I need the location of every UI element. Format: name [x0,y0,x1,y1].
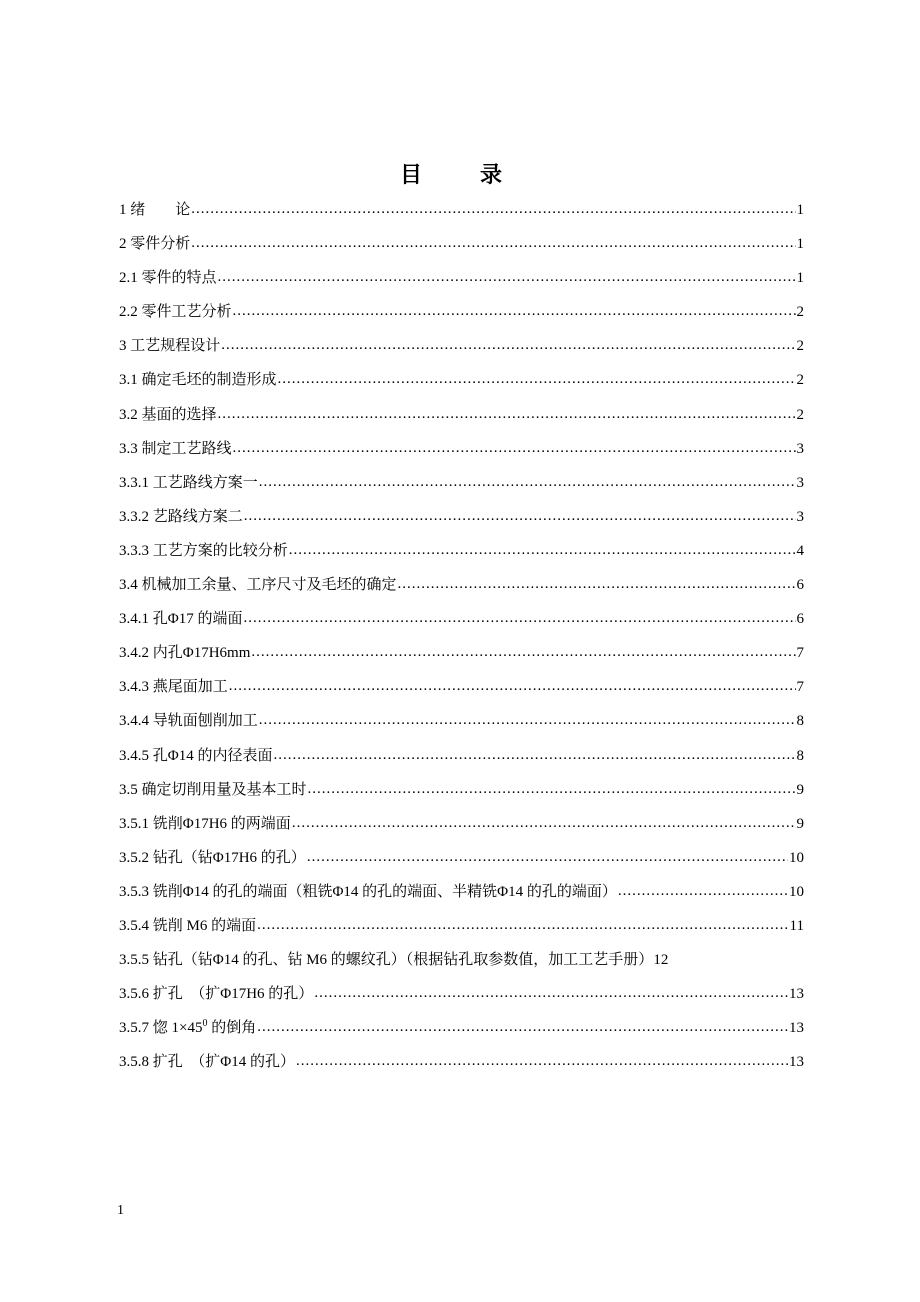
toc-dot-leader [257,911,788,939]
toc-entry-page: 13 [789,986,804,1003]
toc-entry-page: 10 [789,849,804,866]
toc-entry-label: 3.4.2 内孔Φ17H6mm [119,645,251,662]
toc-entry[interactable] [119,776,804,810]
toc-entry-label: 3.1 确定毛坯的制造形成 [119,372,277,389]
toc-entry-page: 9 [796,815,804,832]
toc-entry-label: 3.3.2 艺路线方案二 [119,508,243,525]
toc-entry[interactable] [119,571,804,605]
toc-entry-label-main: 3.5.7 惚 1×45 [119,1020,203,1037]
toc-entry[interactable] [119,1014,804,1048]
toc-entry-label [119,1014,256,1042]
toc-entry[interactable] [119,332,804,366]
toc-entry[interactable] [119,878,804,912]
toc-entry-page: 2 [796,406,804,423]
toc-entry[interactable] [119,844,804,878]
toc-entry-page: 10 [789,883,804,900]
toc-entry-page: 1 [796,202,804,218]
toc-entry[interactable] [119,639,804,673]
toc-dot-leader [296,1047,788,1075]
toc-entry-label: 3.5.6 扩孔 （扩Φ17H6 的孔） [119,986,314,1003]
toc-dot-leader [218,400,796,428]
toc-entry-label: 3.4.3 燕尾面加工 [119,679,228,696]
toc-dot-leader [244,502,796,530]
toc-dot-leader [233,297,796,325]
toc-entry-page: 2 [796,338,804,355]
toc-dot-leader [292,809,796,837]
toc-dot-leader [191,195,795,223]
toc-entry[interactable] [119,401,804,435]
toc-entry[interactable] [119,264,804,298]
toc-dot-leader [289,536,796,564]
toc-entry-page: 13 [789,1054,804,1071]
toc-entry-page: 1 [796,270,804,287]
toc-entry-label: 2.2 零件工艺分析 [119,304,232,321]
toc-title: 目 录 [399,163,520,188]
toc-dot-leader [251,638,795,666]
toc-entry[interactable] [119,230,804,264]
toc-entry-page: 4 [796,542,804,559]
toc-entry[interactable] [119,503,804,537]
toc-entry-label: 3.4.5 孔Φ14 的内径表面 [119,747,273,764]
degree-superscript: 0 [202,1018,208,1030]
toc-dot-leader [307,843,788,871]
toc-dot-leader [243,604,795,632]
toc-entry-page: 7 [796,679,804,696]
toc-entry-label: 3.4 机械加工余量、工序尺寸及毛坯的确定 [119,577,397,594]
toc-dot-leader [221,331,795,359]
toc-entry[interactable] [119,810,804,844]
toc-dot-leader [308,775,796,803]
toc-entry-label: 3.5.4 铣削 M6 的端面 [119,917,257,934]
toc-entry-label: 3 工艺规程设计 [119,338,221,355]
toc-entry[interactable] [119,707,804,741]
toc-dot-leader [618,877,788,905]
toc-entry-page: 8 [796,747,804,764]
toc-dot-leader [278,365,796,393]
toc-dot-leader [259,706,796,734]
toc-entry-label: 2.1 零件的特点 [119,270,217,287]
toc-list [119,196,804,1082]
toc-entry-label: 3.5.2 钻孔（钻Φ17H6 的孔） [119,849,306,866]
toc-entry-label: 3.5.3 铣削Φ14 的孔的端面（粗铣Φ14 的孔的端面、半精铣Φ14 的孔的端面） [119,883,617,900]
toc-entry[interactable] [119,673,804,707]
toc-dot-leader [191,229,795,257]
toc-entry-page: 3 [796,440,804,457]
toc-entry-page: 2 [796,304,804,321]
toc-entry-page: 7 [796,645,804,662]
toc-entry[interactable] [119,435,804,469]
toc-entry-page: 3 [796,508,804,525]
toc-entry-page: 2 [796,372,804,389]
toc-entry-page: 3 [796,474,804,491]
toc-entry-label-tail: 的倒角 [207,1020,257,1037]
toc-entry[interactable] [119,946,804,980]
toc-entry-label: 3.4.1 孔Φ17 的端面 [119,611,243,628]
toc-dot-leader [259,468,796,496]
toc-entry-page: 8 [796,713,804,730]
toc-entry[interactable] [119,980,804,1014]
toc-entry-page: 1 [796,236,804,253]
toc-entry-page: 6 [796,577,804,594]
toc-entry-page: 13 [789,1020,804,1037]
toc-dot-leader [233,434,796,462]
toc-entry-page: 9 [796,781,804,798]
toc-entry[interactable] [119,742,804,776]
toc-entry-label: 2 零件分析 [119,236,191,253]
footer-page-number: 1 [117,1203,124,1218]
toc-dot-leader [398,570,796,598]
toc-entry[interactable] [119,469,804,503]
toc-entry[interactable] [119,1048,804,1082]
toc-entry[interactable] [119,537,804,571]
toc-entry[interactable] [119,605,804,639]
toc-dot-leader [257,1013,788,1041]
toc-dot-leader [229,672,796,700]
toc-dot-leader [218,263,796,291]
toc-entry[interactable] [119,196,804,230]
toc-entry-page: 11 [789,917,804,934]
toc-entry-label: 3.4.4 导轨面刨削加工 [119,713,258,730]
toc-entry[interactable] [119,298,804,332]
toc-entry-label: 3.3.3 工艺方案的比较分析 [119,542,288,559]
toc-entry-label: 3.5.1 铣削Φ17H6 的两端面 [119,815,291,832]
toc-entry-label: 3.2 基面的选择 [119,406,217,423]
toc-dot-leader [314,979,788,1007]
toc-dot-leader [273,741,795,769]
toc-entry-label: 1 绪 论 [119,202,191,218]
toc-entry-label: 3.5.8 扩孔 （扩Φ14 的孔） [119,1054,295,1071]
toc-entry[interactable] [119,366,804,400]
toc-entry-label: 3.5 确定切削用量及基本工时 [119,781,307,798]
toc-entry-page: 12 [653,952,669,969]
toc-entry[interactable] [119,912,804,946]
toc-entry-page: 6 [796,611,804,628]
toc-entry-label: 3.5.5 钻孔（钻Φ14 的孔、钻 M6 的螺纹孔）（根据钻孔取参数值，加工工艺手册） [119,952,654,969]
toc-entry-label: 3.3.1 工艺路线方案一 [119,474,258,491]
toc-entry-label: 3.3 制定工艺路线 [119,440,232,457]
